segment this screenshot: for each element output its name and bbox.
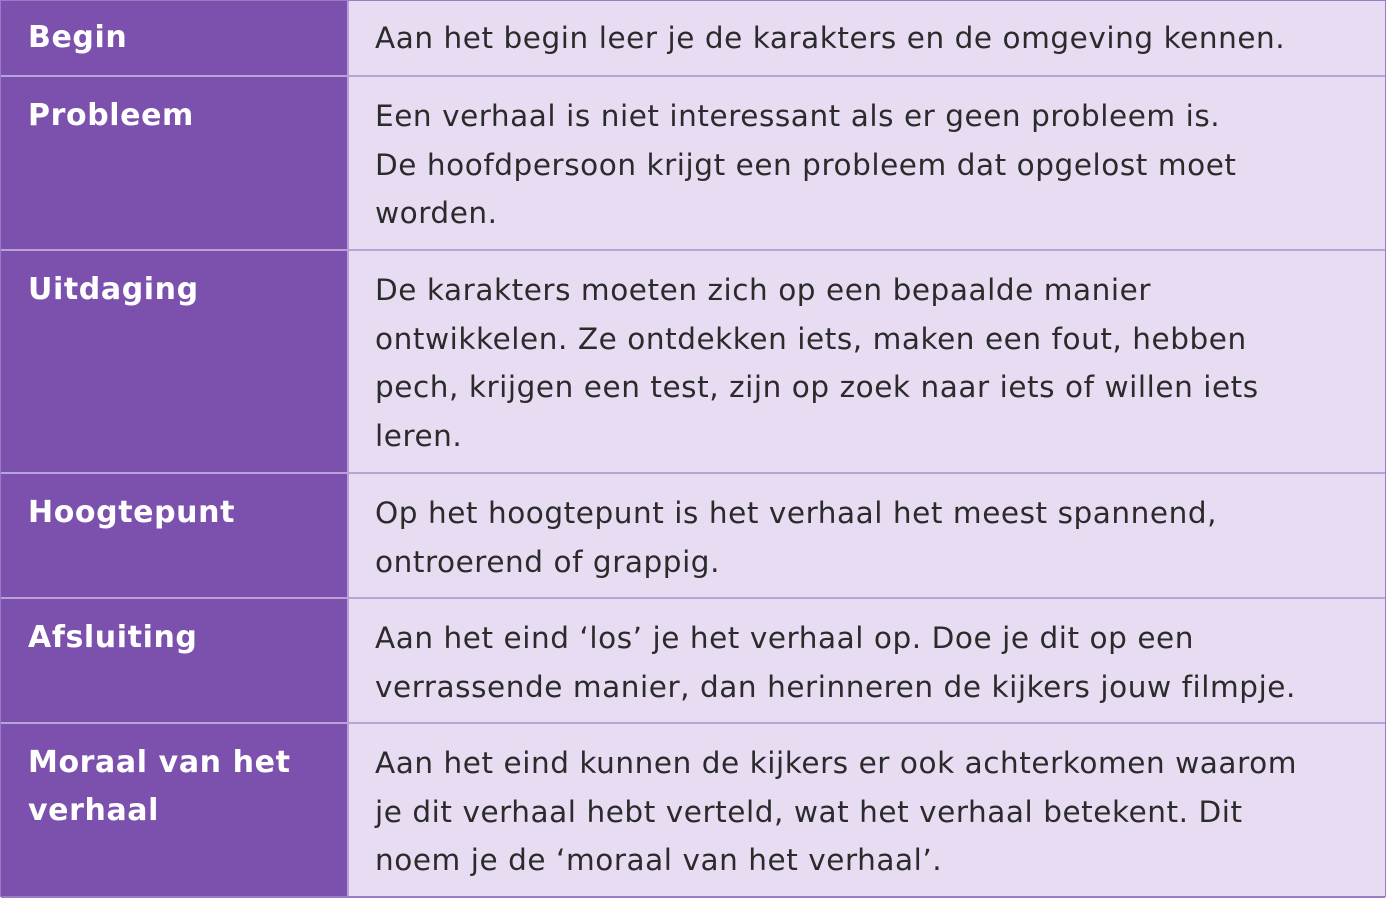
description-line: De karakters moeten zich op een bepaalde manier bbox=[375, 273, 1152, 307]
table-row bbox=[1, 77, 1385, 251]
description-line: pech, krijgen een test, zijn op zoek naar iets of willen iets bbox=[375, 370, 1259, 405]
description-line: Aan het eind kunnen de kijkers er ook achterkomen waarom bbox=[375, 746, 1297, 780]
description-line: Aan het eind ‘los’ je het verhaal op. Doe je dit op een bbox=[375, 621, 1194, 655]
label-line: verhaal bbox=[28, 793, 160, 828]
description-line: leren. bbox=[375, 419, 463, 454]
row-description-hoogtepunt bbox=[347, 474, 1385, 597]
description-line: ontroerend of grappig. bbox=[375, 544, 721, 579]
table-row bbox=[1, 0, 1385, 77]
row-description-afsluiting bbox=[347, 599, 1385, 722]
description-line: Aan het begin leer je de karakters en de omgeving kennen. bbox=[375, 21, 1286, 55]
label-line: Moraal van het bbox=[28, 745, 291, 780]
row-label-afsluiting: Afsluiting bbox=[1, 599, 347, 722]
description-line: je dit verhaal hebt verteld, wat het verhaal betekent. Dit bbox=[375, 794, 1243, 829]
row-description-probleem bbox=[347, 77, 1385, 249]
story-structure-table bbox=[1, 0, 1385, 898]
description-line: Op het hoogtepunt is het verhaal het meest spannend, bbox=[375, 496, 1218, 530]
table-row bbox=[1, 724, 1385, 898]
row-label-probleem: Probleem bbox=[1, 77, 347, 249]
row-label-hoogtepunt: Hoogtepunt bbox=[1, 474, 347, 597]
description-line: verrassende manier, dan herinneren de kijkers jouw filmpje. bbox=[375, 669, 1296, 704]
description-line: noem je de ‘moraal van het verhaal’. bbox=[375, 843, 943, 878]
row-label-begin: Begin bbox=[1, 0, 347, 75]
table-row bbox=[1, 474, 1385, 599]
description-line: worden. bbox=[375, 196, 498, 231]
table-row bbox=[1, 251, 1385, 474]
description-line: ontwikkelen. Ze ontdekken iets, maken een fout, hebben bbox=[375, 321, 1247, 356]
row-description-moraal bbox=[347, 724, 1385, 896]
table-row bbox=[1, 599, 1385, 724]
description-line: Een verhaal is niet interessant als er geen probleem is. bbox=[375, 99, 1221, 133]
row-label-moraal bbox=[1, 724, 347, 896]
row-description-begin bbox=[347, 0, 1385, 75]
description-line: De hoofdpersoon krijgt een probleem dat opgelost moet bbox=[375, 147, 1237, 182]
row-description-uitdaging bbox=[347, 251, 1385, 472]
row-label-uitdaging: Uitdaging bbox=[1, 251, 347, 472]
